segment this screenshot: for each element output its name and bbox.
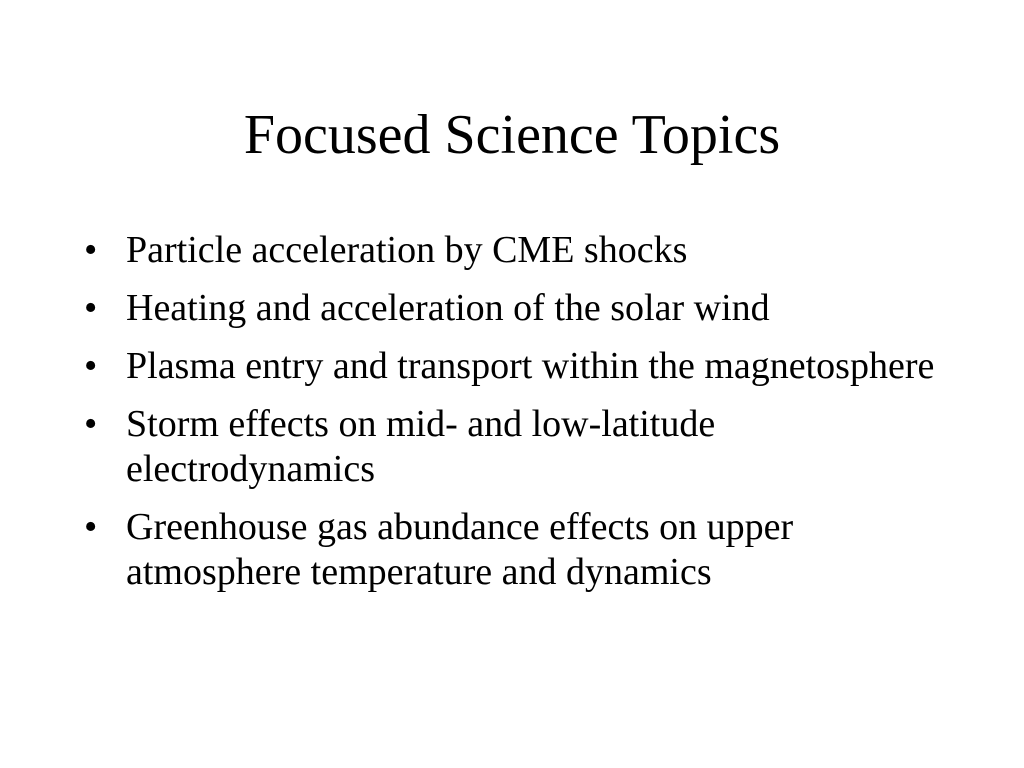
bullet-icon: •	[84, 229, 98, 271]
bullet-icon: •	[84, 287, 98, 329]
bullet-text: Storm effects on mid- and low-latitude electrodynamics	[126, 403, 716, 490]
bullet-text: Plasma entry and transport within the magnetosphere	[126, 345, 935, 387]
bullet-text: Heating and acceleration of the solar wind	[126, 287, 770, 329]
bullet-icon: •	[84, 403, 98, 445]
slide-title: Focused Science Topics	[243, 104, 781, 166]
bullet-item	[84, 402, 964, 492]
bullet-item	[84, 344, 964, 389]
bullet-icon: •	[84, 345, 98, 387]
bullet-item	[84, 228, 964, 273]
bullet-item	[84, 505, 964, 595]
bullet-icon: •	[84, 506, 98, 548]
bullet-item	[84, 286, 964, 331]
bullet-text: Greenhouse gas abundance effects on upper atmosphere temperature and dynamics	[126, 506, 794, 593]
bullet-text: Particle acceleration by CME shocks	[126, 229, 688, 271]
bullet-list	[84, 228, 964, 608]
